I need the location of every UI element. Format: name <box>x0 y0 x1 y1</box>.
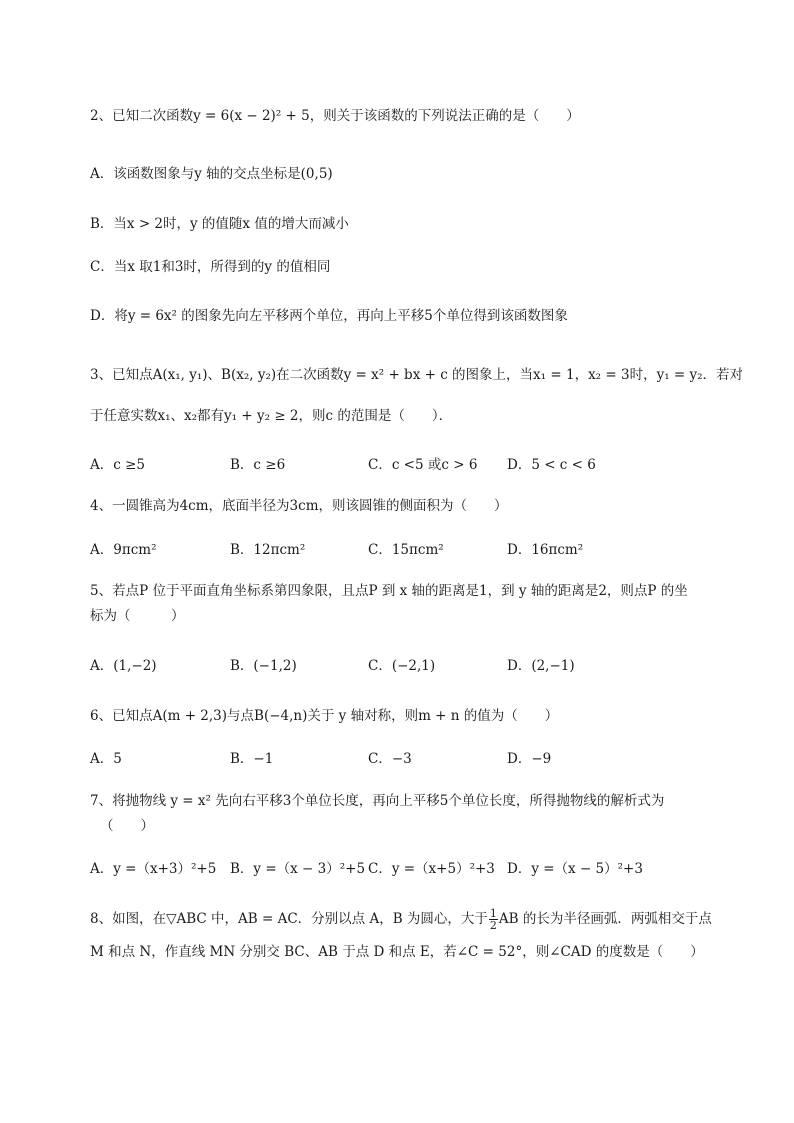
fraction-denominator: 2 <box>489 919 497 932</box>
question-7-option-b: B．y =（x − 3）²+5 <box>230 861 366 877</box>
question-5-option-d: D．(2,−1) <box>507 658 575 674</box>
question-3-option-b: B．c ≥6 <box>230 457 286 473</box>
question-6-option-c: C．−3 <box>368 751 412 767</box>
question-6-option-a: A．5 <box>90 751 122 767</box>
question-4-option-c: C．15πcm² <box>368 542 444 558</box>
question-3-stem-line-2: 于任意实数x₁、x₂都有y₁ + y₂ ≥ 2，则c 的范围是（ ）． <box>90 408 453 424</box>
question-7-stem-line-2: （ ） <box>100 818 154 834</box>
question-5-option-a: A．(1,−2) <box>90 658 157 674</box>
question-7-stem-line-1: 7、将抛物线 y = x² 先向右平移3个单位长度，再向上平移5个单位长度，所得抛物线的解析式为 <box>90 793 665 809</box>
question-8-stem-line-2: M 和点 N，作直线 MN 分别交 BC、AB 于点 D 和点 E，若∠C = 52°，则∠CAD 的度数是（ ） <box>90 944 704 960</box>
question-6-option-b: B．−1 <box>230 751 274 767</box>
question-3-option-d: D．5 < c < 6 <box>507 457 596 473</box>
question-8-stem-part-2: AB 的长为半径画弧．两弧相交于点 <box>498 911 712 927</box>
question-4-stem: 4、一圆锥高为4cm，底面半径为3cm，则该圆锥的侧面积为（ ） <box>90 498 508 514</box>
question-3-option-a: A．c ≥5 <box>90 457 146 473</box>
question-5-stem-line-1: 5、若点P 位于平面直角坐标系第四象限，且点P 到 x 轴的距离是1，到 y 轴的距离是2，则点P 的坐 <box>90 583 688 599</box>
question-7-option-c: C．y =（x+5）²+3 <box>368 861 495 877</box>
question-7-option-d: D．y =（x − 5）²+3 <box>507 861 643 877</box>
question-4-option-d: D．16πcm² <box>507 542 584 558</box>
one-half-fraction <box>489 908 498 931</box>
question-8-stem-part-1: 8、如图，在▽ABC 中，AB = AC．分别以点 A，B 为圆心，大于 <box>90 911 488 927</box>
question-5-option-c: C．(−2,1) <box>368 658 436 674</box>
question-4-option-b: B．12πcm² <box>230 542 306 558</box>
question-5-stem-line-2: 标为（ ） <box>90 608 185 624</box>
question-2-option-b: B．当x > 2时，y 的值随x 值的增大而减小 <box>90 216 349 232</box>
question-3-stem-line-1: 3、已知点A(x₁, y₁)、B(x₂, y₂)在二次函数y = x² + bx + c 的图象上，当x₁ = 1，x₂ = 3时，y₁ = y₂．若对 <box>90 367 744 383</box>
question-6-option-d: D．−9 <box>507 751 552 767</box>
question-6-stem: 6、已知点A(m + 2,3)与点B(−4,n)关于 y 轴对称，则m + n 的值为（ ） <box>90 708 559 724</box>
question-4-option-a: A．9πcm² <box>90 542 157 558</box>
question-3-option-c: C．c <5 或c > 6 <box>368 457 478 473</box>
question-2-option-d: D．将y = 6x² 的图象先向左平移两个单位，再向上平移5个单位得到该函数图象 <box>90 308 568 324</box>
question-2-option-c: C．当x 取1和3时，所得到的y 的值相同 <box>90 259 331 275</box>
question-2-stem: 2、已知二次函数y = 6(x − 2)² + 5，则关于该函数的下列说法正确的是（ ） <box>90 108 580 124</box>
fraction-numerator: 1 <box>489 907 497 920</box>
question-2-option-a: A．该函数图象与y 轴的交点坐标是(0,5) <box>90 166 333 182</box>
question-8-stem-line-1 <box>90 908 712 931</box>
question-7-option-a: A．y =（x+3）²+5 <box>90 861 217 877</box>
question-5-option-b: B．(−1,2) <box>230 658 297 674</box>
